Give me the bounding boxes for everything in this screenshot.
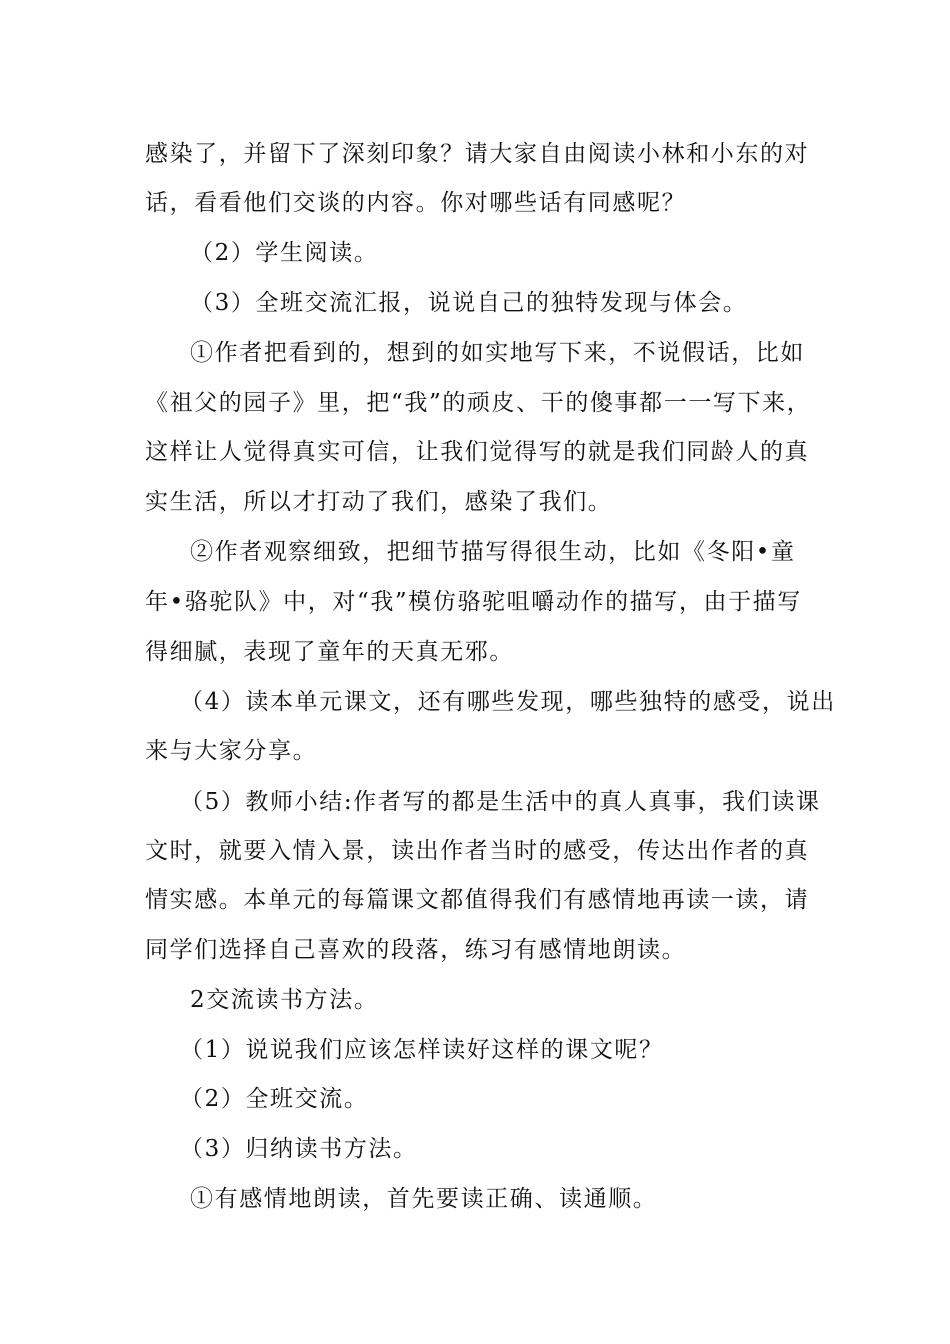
text-line: 同学们选择自己喜欢的段落，练习有感情地朗读。 [145, 937, 687, 963]
text-line: 2交流读书方法。 [190, 987, 379, 1013]
text-line: （3）全班交流汇报，说说自己的独特发现与体会。 [190, 290, 748, 316]
text-line: ①有感情地朗读，首先要读正确、读通顺。 [190, 1186, 658, 1212]
text-line: （5）教师小结:作者写的都是生活中的真人真事，我们读课 [180, 789, 821, 815]
text-line: （2）全班交流。 [180, 1086, 369, 1112]
text-line: 得细腻，表现了童年的天真无邪。 [145, 639, 514, 665]
text-line: 来与大家分享。 [145, 738, 318, 764]
text-line: 实生活，所以才打动了我们，感染了我们。 [145, 489, 613, 515]
text-line: 这样让人觉得真实可信，让我们觉得写的就是我们同龄人的真 [145, 439, 810, 465]
text-line: 年•骆驼队》中，对“我”模仿骆驼咀嚼动作的描写，由于描写 [145, 589, 802, 615]
text-line: ①作者把看到的，想到的如实地写下来，不说假话，比如 [190, 340, 805, 366]
text-line: （2）学生阅读。 [190, 240, 379, 266]
text-line: ②作者观察细致，把细节描写得很生动，比如《冬阳•童 [190, 539, 796, 565]
text-line: （1）说说我们应该怎样读好这样的课文呢？ [180, 1037, 664, 1063]
text-line: 《祖父的园子》里，把“我”的顽皮、干的傻事都一一写下来， [145, 390, 812, 416]
text-line: （4）读本单元课文，还有哪些发现，哪些独特的感受，说出 [180, 689, 836, 715]
text-line: 文时，就要入情入景，读出作者当时的感受，传达出作者的真 [145, 838, 810, 864]
text-line: 话，看看他们交谈的内容。你对哪些话有同感呢？ [145, 190, 687, 216]
text-line: 情实感。本单元的每篇课文都值得我们有感情地再读一读，请 [145, 887, 810, 913]
text-line: 感染了，并留下了深刻印象？请大家自由阅读小林和小东的对 [145, 141, 810, 167]
text-line: （3）归纳读书方法。 [180, 1136, 418, 1162]
